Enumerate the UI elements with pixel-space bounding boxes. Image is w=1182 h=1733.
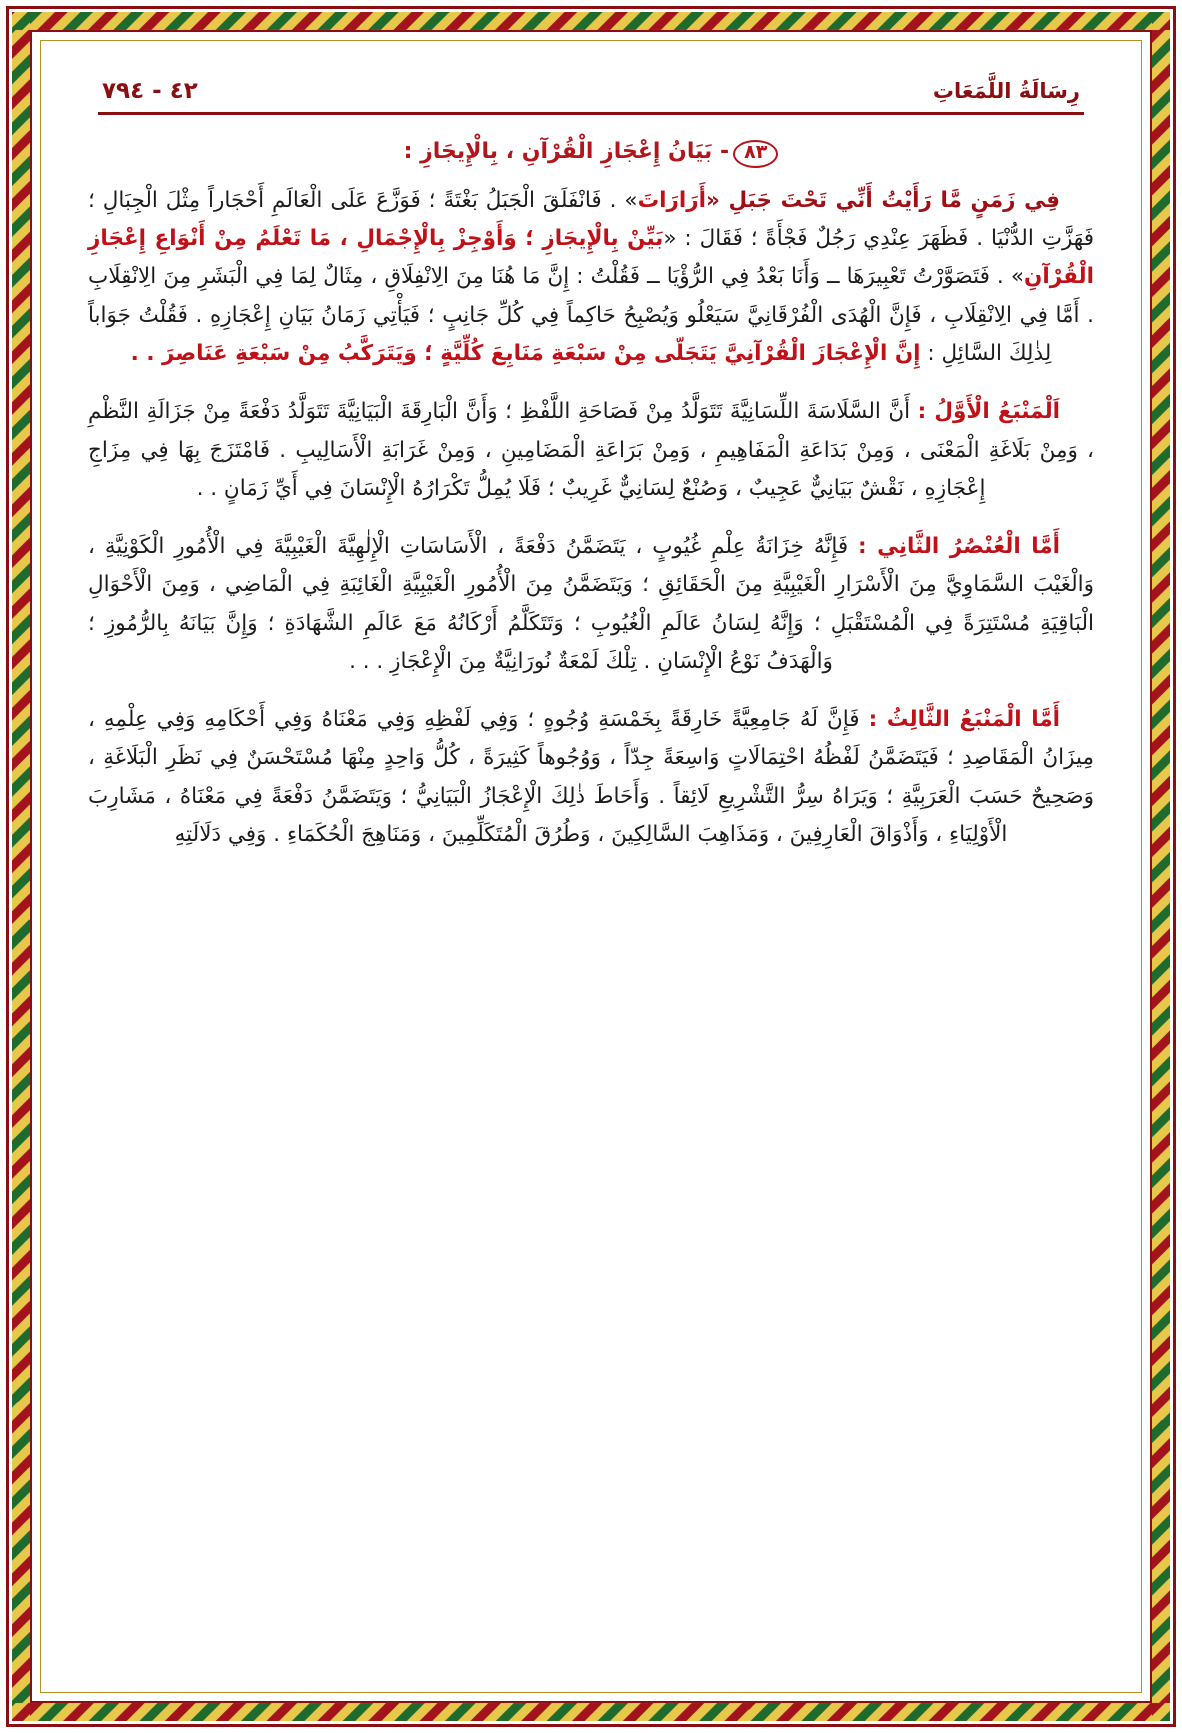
page-content: [52, 52, 1130, 1681]
paragraph-one: [88, 182, 1094, 373]
quoted-mountain-name: أَرَارَاتَ: [637, 187, 707, 213]
book-title: رِسَالَةُ اللَّمَعَاتِ: [932, 79, 1080, 103]
second-element-text: فَإِنَّهُ خِزَانَةُ عِلْمِ غُيُوبٍ ، يَتَضَمَّنُ دَفْعَةً ، الْأَسَاسَاتِ الْإِلٰهِيَّةَ الْغَيْبِيَّةَ فِي الْأُمُورِ الْكَوْنِيَّةِ ، وَالْغَيْبَ السَّمَاوِيَّ مِنَ الْأَسْرَارِ الْغَيْبِيَّةِ مِنَ الْحَقَائِقِ ؛ وَيَتَضَمَّنُ مِنَ الْأُمُورِ الْغَيْبِيَّةِ الْغَائِبَةِ فِي الْمَاضِي ، وَمِنَ الْأَحْوَالِ الْبَاقِيَةِ مُسْتَتِرَةً فِي الْمُسْتَقْبَلِ ؛ وَإِنَّهُ لِسَانُ عَالَمِ الْغُيُوبِ ؛ وَتَتَكَلَّمُ أَرْكَانُهُ مَعَ عَالَمِ الشَّهَادَةِ ؛ وَإِنَّ بَيَانَهُ بِالرُّمُوزِ ؛ وَالْهَدَفُ نَوْعُ الْإِنْسَانِ . تِلْكَ لَمْعَةٌ نُورَانِيَّةٌ مِنَ الْإِعْجَازِ . . .: [88, 534, 1094, 674]
paragraph-one-rest: » . فَتَصَوَّرْتُ تَعْبِيرَهَا ــ وَأَنَا بَعْدُ فِي الرُّؤْيَا ــ فَقُلْتُ : إِنَّ مَا هُنَا مِنَ الِانْفِلَاقِ ، مِثَالٌ لِمَا فِي الْبَشَرِ مِنَ الِانْقِلَابِ . أَمَّا فِي الِانْقِلَابِ ، فَإِنَّ الْهُدَى الْفُرْقَانِيَّ سَيَعْلُو وَيُصْبِحُ حَاكِماً فِي كُلِّ جَانِبٍ ؛ فَيَأْتِي زَمَانُ بَيَانِ إِعْجَازِهِ . فَقُلْتُ جَوَاباً لِذٰلِكَ السَّائِلِ :: [88, 264, 1094, 366]
header-divider: [98, 112, 1084, 115]
first-source-heading: اَلْمَنْبَعُ الْأَوَّلُ :: [917, 399, 1061, 425]
quoted-command: بَيِّنْ بِالْإِيجَازِ ؛ وَأَوْجِزْ بِالْإِجْمَالِ ، مَا تَعْلَمُ مِنْ أَنْوَاعِ إِعْجَازِ الْقُرْآنِ: [88, 226, 1094, 290]
second-element-heading: أَمَّا الْعُنْصُرُ الثَّانِي :: [858, 534, 1061, 560]
third-source-heading: أَمَّا الْمَنْبَعُ الثَّالِثُ :: [868, 707, 1061, 733]
section-title: - بَيَانُ إِعْجَازِ الْقُرْآنِ ، بِالْإِيجَازِ :: [403, 139, 730, 164]
third-source-text: فَإِنَّ لَهُ جَامِعِيَّةً خَارِقَةً بِخَمْسَةِ وُجُوهٍ ؛ وَفِي لَفْظِهِ وَفِي مَعْنَاهُ وَفِي أَحْكَامِهِ وَفِي عِلْمِهِ ، مِيزَانُ الْمَقَاصِدِ ؛ فَيَتَضَمَّنُ لَفْظُهُ احْتِمَالَاتٍ وَاسِعَةً جِدّاً ، وَوُجُوهاً كَثِيرَةً ، كُلُّ وَاحِدٍ مِنْهَا مُسْتَحْسَنٌ فِي نَظَرِ الْبَلَاغَةِ ، وَصَحِيحٌ حَسَبَ الْعَرَبِيَّةِ ؛ وَيَرَاهُ سِرُّ التَّشْرِيعِ لَائِقاً . وَأَحَاطَ ذٰلِكَ الْإِعْجَازُ الْبَيَانِيُّ ؛ وَيَتَضَمَّنُ دَفْعَةً فِي مَعْنَاهُ ، مَشَارِبَ الْأَوْلِيَاءِ ، وَأَذْوَاقَ الْعَارِفِينَ ، وَمَذَاهِبَ السَّالِكِينَ ، وَطُرُقَ الْمُتَكَلِّمِينَ ، وَمَنَاهِجَ الْحُكَمَاءِ . وَفِي دَلَالَتِهِ: [88, 707, 1094, 847]
paragraph-first-source: [88, 393, 1094, 508]
paragraph-one-opening: فِي زَمَنٍ مَّا رَأَيْتُ أَنِّي تَحْتَ جَبَلِ «: [706, 187, 1060, 213]
paragraph-third-source: [88, 701, 1094, 854]
page-header: [88, 78, 1094, 104]
section-number-badge: ٨٣: [733, 140, 778, 168]
page-number: ٤٢ - ٧٩٤: [102, 78, 198, 104]
answer-highlight: إِنَّ الْإِعْجَازَ الْقُرْآنِيَّ يَتَجَلّى مِنْ سَبْعَةِ مَنَابِعَ كُلِّيَّةٍ ؛ وَيَتَرَكَّبُ مِنْ سَبْعَةِ عَنَاصِرَ . .: [130, 341, 921, 366]
paragraph-one-middle: » . فَانْفَلَقَ الْجَبَلُ بَغْتَةً ؛ فَوَزَّعَ عَلَى الْعَالَمِ أَحْجَاراً مِثْلَ الْجِبَالِ ؛ فَهَزَّتِ الدُّنْيَا . فَظَهَرَ عِنْدِي رَجُلٌ فَجْأَةً ؛ فَقَالَ : «: [88, 187, 1094, 252]
first-source-text: أَنَّ السَّلَاسَةَ اللِّسَانِيَّةَ تَتَوَلَّدُ مِنْ فَصَاحَةِ اللَّفْظِ ؛ وَأَنَّ الْبَارِقَةَ الْبَيَانِيَّةَ تَتَوَلَّدُ دَفْعَةً مِنْ جَزَالَةِ النَّظْمِ ، وَمِنْ بَلَاغَةِ الْمَعْنَى ، وَمِنْ بَدَاعَةِ الْمَفَاهِيمِ ، وَمِنْ بَرَاعَةِ الْمَضَامِينِ ، وَمِنْ غَرَابَةِ الْأَسَالِيبِ . فَامْتَزَجَ بِهَا فِي مِزَاجِ إِعْجَازِهِ ، نَقْشٌ بَيَانِيٌّ عَجِيبٌ ، وَصُنْعٌ لِسَانِيٌّ غَرِيبٌ ؛ فَلَا يُمِلُّ تَكْرَارُهُ الْإِنْسَانَ فِي أَيِّ زَمَانٍ . .: [88, 399, 1094, 501]
paragraph-second-element: [88, 528, 1094, 681]
section-heading: [88, 139, 1094, 168]
